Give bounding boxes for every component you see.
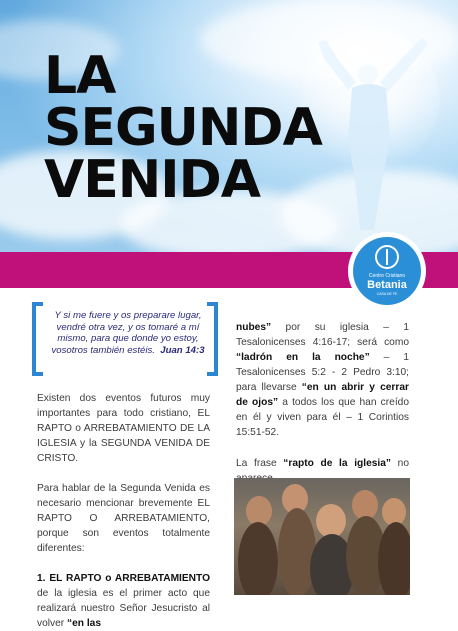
title-line-2: SEGUNDA (44, 98, 322, 158)
quote-reference: Juan 14:3 (160, 344, 205, 356)
paragraph-2: Para hablar de la Segunda Venida es necesario mencionar brevemente EL RAPTO O ARREBATAMIENTO, porque son eventos totalmente diferentes: (37, 483, 210, 554)
page-title (44, 46, 322, 210)
text-1: por su iglesia – 1 Tesalonicenses 4:16-17; será como (236, 322, 409, 348)
church-logo (348, 232, 426, 310)
right-column (236, 320, 409, 486)
dove-icon (375, 245, 399, 269)
title-line-3: VENIDA (44, 150, 261, 210)
quote-box (32, 302, 218, 370)
bold-ladron: “ladrón en la noche” (236, 352, 370, 363)
text-4: La frase (236, 458, 284, 469)
text-3: a todos los que han creído en él y viven para él – 1 Corintios 15:51-52. (236, 397, 409, 438)
hero-image (0, 0, 458, 255)
bold-rapto: “rapto de la iglesia” (283, 458, 392, 469)
rapto-heading: 1. EL RAPTO o ARREBATAMIENTO (37, 573, 210, 584)
left-bracket (32, 302, 43, 376)
left-column (37, 391, 210, 631)
paragraph-3-bold: “en las (67, 618, 101, 629)
paragraph-1: Existen dos eventos futuros muy importantes para todo cristiano, EL RAPTO o ARREBATAMIENTO DE LA IGLESIA y la SEGUNDA VENIDA DE CRISTO. (37, 393, 210, 464)
bible-quote (46, 310, 210, 356)
paragraph-4 (236, 320, 409, 440)
paragraph-3 (37, 571, 210, 631)
logo-name: Betania (367, 279, 407, 291)
title-line-1: LA (44, 46, 116, 106)
bold-abrir: “en un abrir y cerrar de ojos” (236, 382, 409, 408)
paragraph-3-text: de la iglesia es el primer acto que realizará nuestro Señor Jesucristo al volver (37, 588, 210, 629)
text-5: no (397, 458, 409, 469)
logo-subtitle: CASA DE FE (376, 292, 398, 296)
text-2: – 1 Tesalonicenses 5:2 - 2 Pedro 3:10; para llevarse (236, 352, 409, 393)
quote-text: Y si me fuere y os preparare lugar, vendré otra vez, y os tomaré a mí mismo, para que donde yo estoy, vosotros también estéis. (51, 310, 202, 356)
bold-nubes: nubes” (236, 322, 272, 333)
logo-line-1: Centro Cristiano (368, 273, 406, 279)
disciples-photo (234, 478, 410, 595)
